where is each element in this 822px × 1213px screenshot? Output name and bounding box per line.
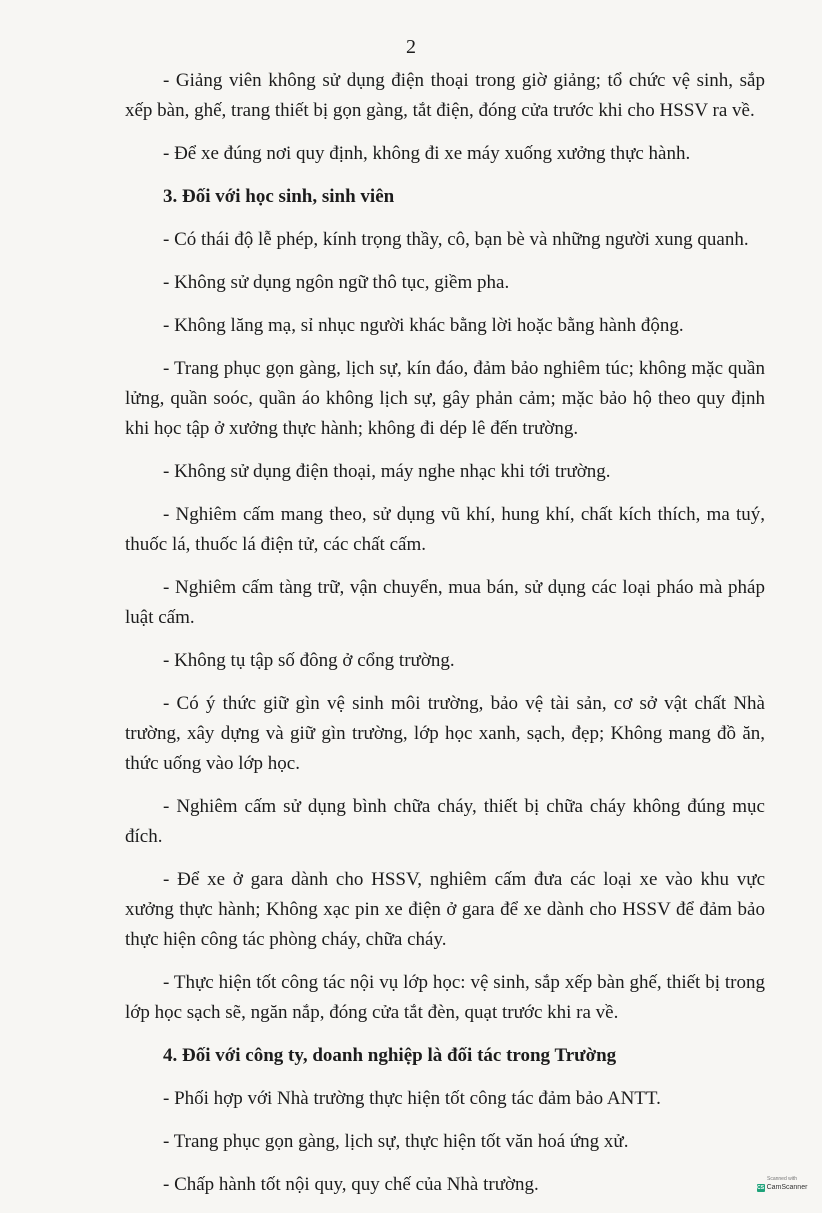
section-heading-companies: 4. Đối với công ty, doanh nghiệp là đối tác trong Trường [163, 1045, 617, 1066]
camscanner-brand [756, 1183, 808, 1192]
list-item: - Không sử dụng ngôn ngữ thô tục, giềm pha. [163, 272, 510, 293]
list-item: - Nghiêm cấm tàng trữ, vận chuyển, mua bán, sử dụng các loại pháo mà pháp luật cấm. [125, 577, 765, 628]
camscanner-watermark [756, 1176, 808, 1192]
list-item: - Để xe ở gara dành cho HSSV, nghiêm cấm đưa các loại xe vào khu vực xưởng thực hành; Không xạc pin xe điện ở gara để xe dành cho HSSV để đảm bảo thực hiện công tác phòng cháy, chữa cháy. [125, 869, 765, 950]
camscanner-brand-label: CamScanner [766, 1184, 808, 1191]
list-item: - Có thái độ lễ phép, kính trọng thầy, cô, bạn bè và những người xung quanh. [163, 229, 749, 250]
list-item: - Không sử dụng điện thoại, máy nghe nhạc khi tới trường. [163, 461, 611, 482]
list-item: - Trang phục gọn gàng, lịch sự, kín đáo, đảm bảo nghiêm túc; không mặc quần lửng, quần soóc, quần áo không lịch sự, gây phản cảm; mặc bảo hộ theo quy định khi học tập ở xưởng thực hành; không đi dép lê đến trường. [125, 358, 765, 439]
list-item: - Có ý thức giữ gìn vệ sinh môi trường, bảo vệ tài sản, cơ sở vật chất Nhà trường, xây dựng và giữ gìn trường, lớp học xanh, sạch, đẹp; Không mang đồ ăn, thức uống vào lớp học. [125, 693, 765, 774]
list-item: - Chấp hành tốt nội quy, quy chế của Nhà trường. [163, 1174, 539, 1195]
paragraph-lecturer-phone: - Giảng viên không sử dụng điện thoại trong giờ giảng; tổ chức vệ sinh, sắp xếp bàn, ghế, trang thiết bị gọn gàng, tắt điện, đóng cửa trước khi cho HSSV ra về. [125, 70, 765, 121]
list-item: - Thực hiện tốt công tác nội vụ lớp học: vệ sinh, sắp xếp bàn ghế, thiết bị trong lớp học sạch sẽ, ngăn nắp, đóng cửa tắt đèn, quạt trước khi ra về. [125, 972, 765, 1023]
document-body [125, 66, 765, 1213]
section-heading-students: 3. Đối với học sinh, sinh viên [163, 186, 395, 207]
camscanner-logo-icon: CS [757, 1184, 765, 1191]
list-item: - Nghiêm cấm mang theo, sử dụng vũ khí, hung khí, chất kích thích, ma tuý, thuốc lá, thuốc lá điện tử, các chất cấm. [125, 504, 765, 555]
scanned-with-label: Scanned with [766, 1176, 798, 1182]
list-item: - Nghiêm cấm sử dụng bình chữa cháy, thiết bị chữa cháy không đúng mục đích. [125, 796, 765, 847]
list-item: - Không lăng mạ, sỉ nhục người khác bằng lời hoặc bằng hành động. [163, 315, 684, 336]
list-item: - Không tụ tập số đông ở cổng trường. [163, 650, 455, 671]
page-number: 2 [406, 36, 416, 58]
paragraph-lecturer-parking: - Để xe đúng nơi quy định, không đi xe máy xuống xưởng thực hành. [163, 143, 691, 164]
list-item: - Trang phục gọn gàng, lịch sự, thực hiện tốt văn hoá ứng xử. [163, 1131, 629, 1152]
list-item: - Phối hợp với Nhà trường thực hiện tốt công tác đảm bảo ANTT. [163, 1088, 661, 1109]
